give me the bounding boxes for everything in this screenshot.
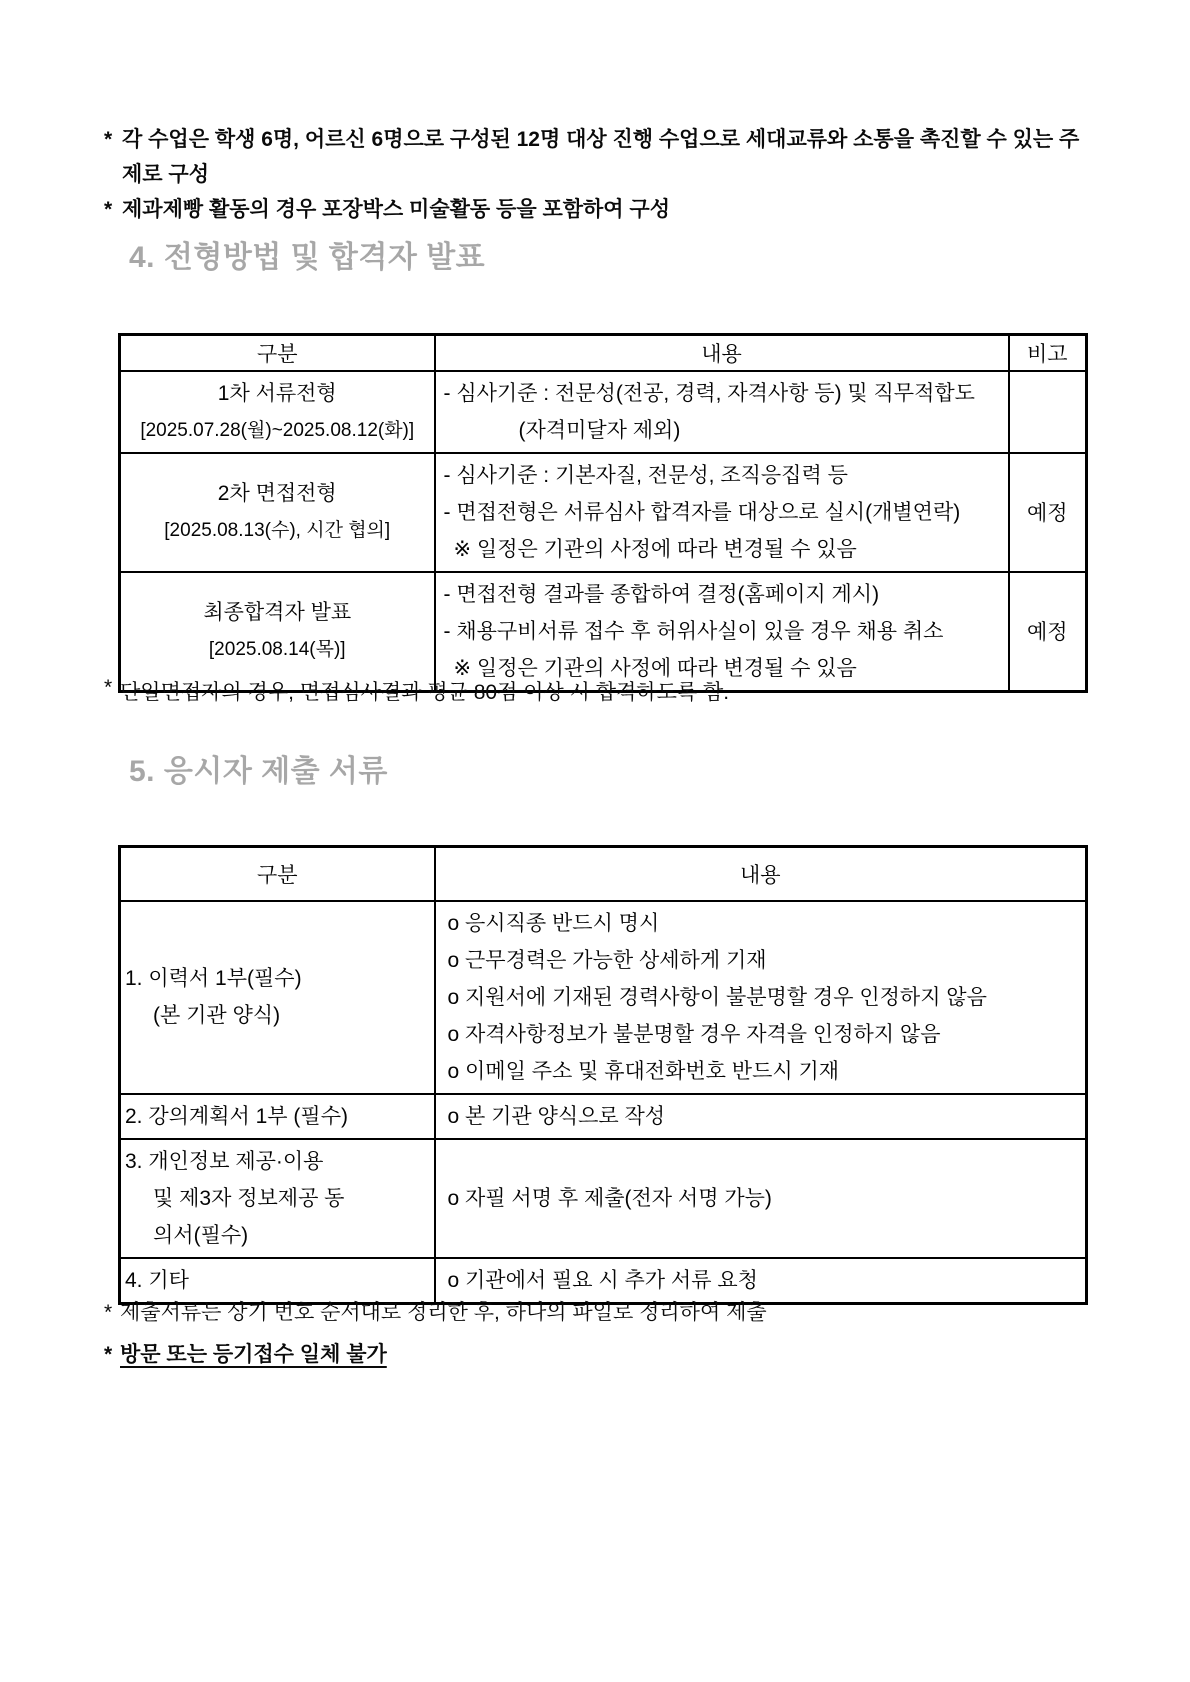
- category-line: 2. 강의계획서 1부 (필수): [125, 1104, 348, 1128]
- content-line: o 자필 서명 후 제출(전자 서명 가능): [447, 1186, 772, 1210]
- section-5-title: 5. 응시자 제출 서류: [129, 755, 388, 788]
- header-gubun: 구분: [120, 847, 435, 901]
- category-title: 1차 서류전형: [217, 381, 337, 405]
- note-line: [104, 122, 1089, 192]
- content-line: o 이메일 주소 및 휴대전화번호 반드시 기재: [447, 1059, 840, 1083]
- table-row: [120, 371, 1087, 453]
- row-category: [120, 1139, 435, 1258]
- table-row: [120, 1094, 1087, 1139]
- table-row: [120, 572, 1087, 692]
- footer-notes: [104, 1292, 767, 1376]
- note-text: 각 수업은 학생 6명, 어르신 6명으로 구성된 12명 대상 진행 수업으로 세대교류와 소통을 촉진할 수 있는 주제로 구성: [122, 128, 1080, 186]
- category-line: 3. 개인정보 제공·이용: [125, 1149, 324, 1173]
- content-line: - 심사기준 : 기본자질, 전문성, 조직응집력 등: [443, 463, 848, 487]
- note-line: [104, 1292, 767, 1334]
- note-line: [104, 192, 1089, 227]
- table-row: [120, 453, 1087, 572]
- row-category: [120, 453, 435, 572]
- submission-documents-table: [118, 845, 1088, 1305]
- row-category: [120, 1094, 435, 1139]
- category-date: [2025.08.13(수), 시간 협의]: [164, 520, 391, 541]
- category-line: 4. 기타: [125, 1268, 189, 1292]
- content-line: o 지원서에 기재된 경력사항이 불분명할 경우 인정하지 않음: [447, 985, 987, 1009]
- note-text: 제출서류는 상기 번호 순서대로 정리한 후, 하나의 파일로 정리하여 제출: [120, 1301, 767, 1324]
- note-line-emphasized: [104, 1334, 767, 1376]
- category-date: [2025.08.14(목)]: [208, 639, 346, 660]
- content-line: o 본 기관 양식으로 작성: [447, 1104, 666, 1128]
- header-gubun: 구분: [120, 335, 435, 371]
- content-line: o 근무경력은 가능한 상세하게 기재: [447, 948, 767, 972]
- category-line: (본 기관 양식): [153, 1004, 281, 1027]
- category-line: 및 제3자 정보제공 동: [153, 1186, 345, 1210]
- header-naeyong: 내용: [435, 335, 1009, 371]
- content-line: ※ 일정은 기관의 사정에 따라 변경될 수 있음: [453, 656, 857, 680]
- content-line: - 심사기준 : 전문성(전공, 경력, 자격사항 등) 및 직무적합도: [443, 381, 975, 405]
- content-line: (자격미달자 제외): [518, 418, 681, 442]
- content-line: - 면접전형 결과를 종합하여 결정(홈페이지 게시): [443, 582, 880, 606]
- content-line: o 자격사항정보가 불분명할 경우 자격을 인정하지 않음: [447, 1022, 941, 1046]
- section-4-footnote: [104, 676, 729, 706]
- row-content: [435, 901, 1087, 1094]
- header-naeyong: 내용: [435, 847, 1087, 901]
- note-marker: *: [104, 1343, 113, 1366]
- content-line: o 응시직종 반드시 명시: [447, 911, 660, 935]
- category-line: 의서(필수): [153, 1223, 249, 1247]
- row-content: [435, 453, 1009, 572]
- row-content: [435, 1139, 1087, 1258]
- content-line: ※ 일정은 기관의 사정에 따라 변경될 수 있음: [453, 537, 857, 561]
- selection-method-table: [118, 333, 1088, 693]
- table-row: [120, 901, 1087, 1094]
- note-marker: *: [104, 676, 113, 699]
- table-header-row: [120, 847, 1087, 901]
- category-date: [2025.07.28(월)~2025.08.12(화)]: [140, 419, 415, 441]
- row-content: [435, 1094, 1087, 1139]
- row-remark: 예정: [1009, 453, 1087, 572]
- note-text: 방문 또는 등기접수 일체 불가: [120, 1343, 387, 1366]
- note-text: 제과제빵 활동의 경우 포장박스 미술활동 등을 포함하여 구성: [122, 198, 670, 221]
- row-remark: 예정: [1009, 572, 1087, 692]
- table-header-row: [120, 335, 1087, 371]
- note-text: 단일면접자의 경우, 면접심사결과 평균 80점 이상 시 합격하도록 함.: [120, 681, 730, 704]
- row-content: [435, 371, 1009, 453]
- content-line: o 기관에서 필요 시 추가 서류 요청: [447, 1268, 758, 1292]
- note-marker: *: [104, 1301, 113, 1324]
- category-title: 최종합격자 발표: [203, 601, 352, 624]
- content-line: - 면접전형은 서류심사 합격자를 대상으로 실시(개별연락): [443, 500, 961, 524]
- top-notes: [104, 122, 1089, 227]
- content-line: - 채용구비서류 접수 후 허위사실이 있을 경우 채용 취소: [443, 619, 944, 643]
- header-bigo: 비고: [1009, 335, 1087, 371]
- row-content: [435, 572, 1009, 692]
- row-category: [120, 901, 435, 1094]
- category-line: 1. 이력서 1부(필수): [125, 967, 302, 990]
- category-title: 2차 면접전형: [217, 482, 337, 505]
- row-remark: [1009, 371, 1087, 453]
- note-marker: *: [104, 128, 113, 151]
- row-category: [120, 572, 435, 692]
- note-marker: *: [104, 198, 113, 221]
- section-4-title: 4. 전형방법 및 합격자 발표: [129, 241, 486, 274]
- row-category: [120, 371, 435, 453]
- table-row: [120, 1139, 1087, 1258]
